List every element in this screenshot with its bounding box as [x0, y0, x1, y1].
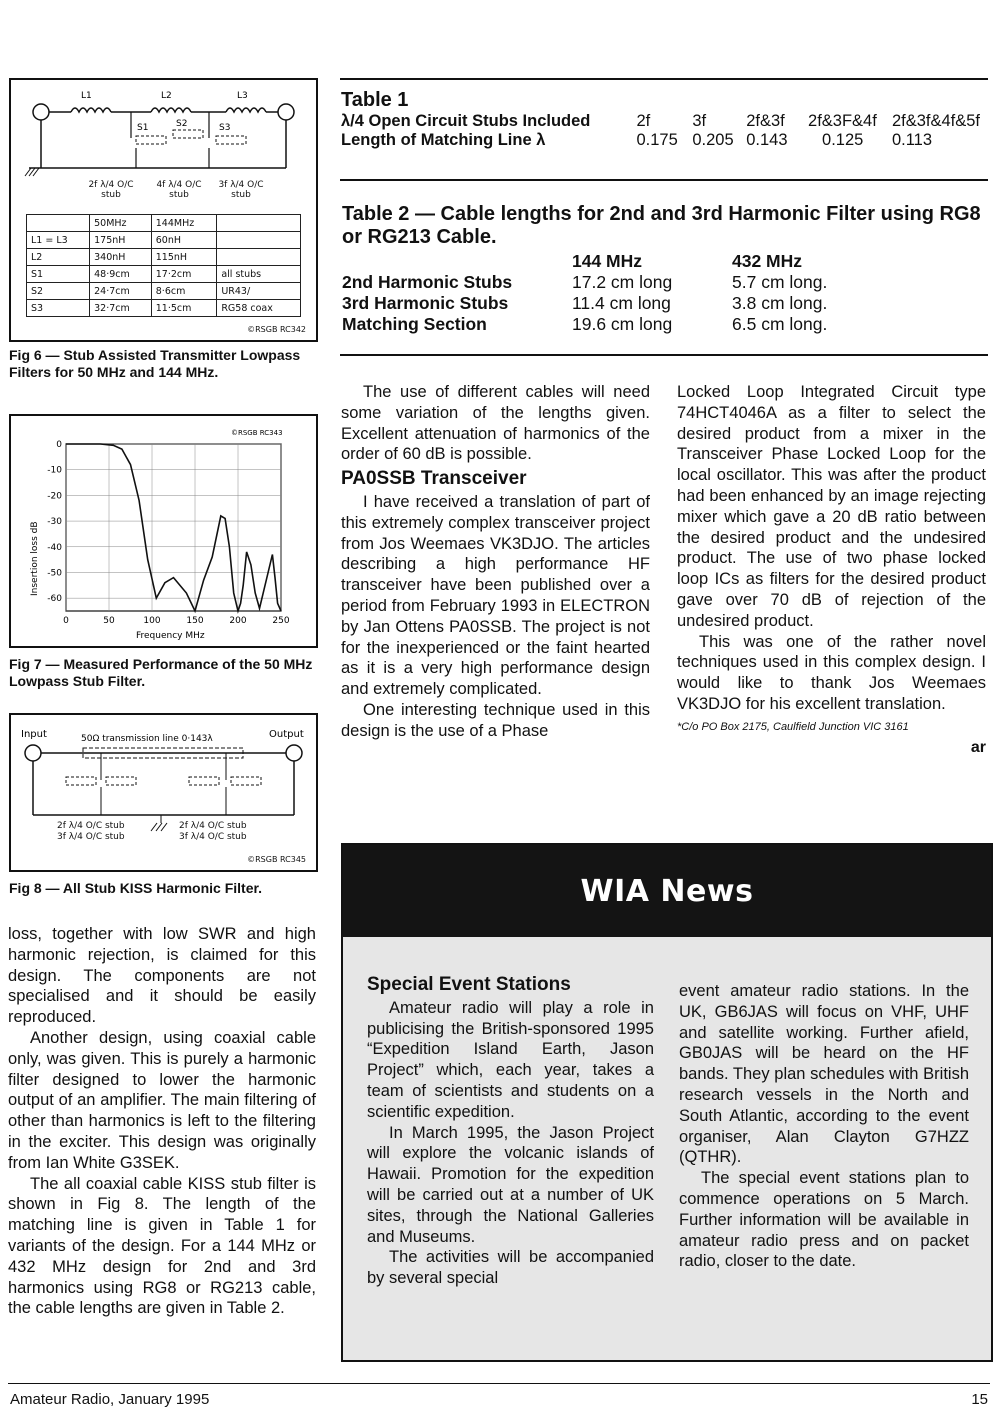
table-cell	[342, 251, 572, 272]
fig6-stub-note-3: 3f λ/4 O/C stub	[218, 180, 264, 200]
fig6-stub-note-1: 2f λ/4 O/C stub	[88, 180, 134, 200]
table-row	[27, 249, 301, 266]
mid-paragraph-1: The use of different cables will need some variation of the lengths given. Excellent attenuation of harmonics of the order of 60 dB is possible.	[341, 383, 650, 464]
y-tick-label: -30	[47, 517, 62, 528]
table-cell: S1	[27, 266, 90, 283]
table-cell: 17.2 cm long	[572, 272, 673, 292]
table-cell: 3rd Harmonic Stubs	[342, 293, 509, 313]
fig8-schematic	[11, 715, 316, 870]
fig8-caption: Fig 8 — All Stub KISS Harmonic Filter.	[9, 880, 263, 896]
table1	[341, 89, 986, 150]
table-cell: 32·7cm	[90, 300, 152, 317]
fig8-copyright: ©RSGB RC345	[247, 855, 306, 864]
table2-bottom-rule	[340, 354, 988, 356]
left-paragraph-3: The all coaxial cable KISS stub filter is shown in Fig 8. The length of the matching line is given in Table 1 for variants of the design. For a 144 MHz or 432 MHz design for 2nd and 3rd harmonics using RG8 or RG213 cable, the cable lengths are given in Table 2.	[8, 1174, 316, 1318]
y-tick-label: -20	[47, 491, 62, 502]
table-cell: UR43/	[217, 283, 301, 300]
table-cell: 48·9cm	[90, 266, 152, 283]
wia-news-title: WIA News	[580, 873, 754, 909]
table-cell: 2f&3F&4f	[808, 112, 877, 130]
table1-bottom-rule	[340, 179, 988, 181]
fig6-l2-label: L2	[161, 91, 172, 101]
fig7-ylabel: Insertion loss dB	[30, 521, 40, 596]
table1-row1-label: λ/4 Open Circuit Stubs Included	[341, 112, 591, 130]
fig8-input-label: Input	[21, 729, 47, 740]
fig6-stub-note-2: 4f λ/4 O/C stub	[156, 180, 202, 200]
right-column-text	[677, 382, 986, 758]
wia-col2-paragraph-2: The special event stations plan to commence operations on 5 March. Further information will be available in amateur radio press and on packet radio, closer to the date.	[679, 1169, 969, 1271]
table-cell: Matching Section	[342, 314, 487, 334]
x-tick-label: 100	[143, 616, 161, 626]
table-cell: 340nH	[90, 249, 152, 266]
table-cell: 17·2cm	[151, 266, 217, 283]
table-cell: 175nH	[90, 232, 152, 249]
fig6-s3-label: S3	[219, 123, 231, 133]
table-cell: 11·5cm	[151, 300, 217, 317]
table-cell: 24·7cm	[90, 283, 152, 300]
table-cell: L2	[27, 249, 90, 266]
special-event-heading: Special Event Stations	[367, 974, 571, 995]
table2-col-header-144: 144 MHz	[572, 251, 643, 271]
fig7-caption: Fig 7 — Measured Performance of the 50 MHz Lowpass Stub Filter.	[9, 656, 313, 689]
footer-publication: Amateur Radio, January 1995	[10, 1391, 210, 1408]
right-paragraph-1: Locked Loop Integrated Circuit type 74HCT4046A as a filter to select the desired product from a mixer in the Transceiver Phase Locked Loop for the local oscillator. This was after the product had been enhanced by an image rejecting mixer which gave a 20 dB ratio between the desired product and the undesired product. The use of two phase locked loop ICs as filters for the desired product gave over 70 dB of rejection of the undesired product.	[677, 383, 986, 630]
table-row	[27, 266, 301, 283]
mid-paragraph-2: I have received a translation of part of this extremely complex transceiver project from Jos Weemaes VK3DJO. The articles describing a high performance HF transceiver have been published over a period from February 1993 in ELECTRON by Jan Ottens PA0SSB. The project is not for the inexperienced or the faint hearted as it is a very high performance design and extremely complicated.	[341, 492, 650, 699]
table-row	[342, 314, 827, 335]
table2-col-header-432: 432 MHz	[732, 251, 803, 271]
fig8-box	[9, 713, 318, 872]
table-row	[27, 283, 301, 300]
table2	[342, 203, 987, 335]
table-header: 144MHz	[151, 215, 217, 232]
table-cell: 2f&3f&4f&5f	[891, 112, 980, 130]
footer-page-number: 15	[971, 1391, 988, 1408]
table-cell: 0.205	[692, 131, 734, 149]
table2-title: Table 2 — Cable lengths for 2nd and 3rd Harmonic Filter using RG8 or RG213 Cable.	[342, 203, 981, 248]
fig6-copyright: ©RSGB RC342	[247, 325, 306, 334]
table-cell: RG58 coax	[217, 300, 301, 317]
pa0ssb-heading: PA0SSB Transceiver	[341, 468, 527, 490]
fig8-right-stub-2: 3f λ/4 O/C stub	[179, 832, 247, 842]
table-cell: S2	[27, 283, 90, 300]
fig8-line-label: 50Ω transmission line 0·143λ	[81, 734, 213, 744]
table-cell: 2f&3f	[746, 112, 785, 130]
fig6-box	[9, 78, 318, 342]
table-cell: 2f	[636, 112, 651, 130]
y-tick-label: 0	[56, 440, 62, 450]
middle-column-text	[341, 382, 650, 742]
wia-col2-paragraph-1: event amateur radio stations. In the UK, GB6JAS will focus on VHF, UHF and satellite working. Further afield, GB0JAS will be heard on the HF bands. They plan schedules with British research vessels in the North and South Atlantic, according to the event organiser, Alan Clayton G7HZZ (QTHR).	[679, 982, 969, 1167]
table1-grid	[341, 112, 986, 150]
fig6-component-table	[26, 214, 301, 317]
table-cell: 115nH	[151, 249, 217, 266]
fig6-s2-label: S2	[176, 119, 188, 129]
top-rule	[340, 78, 988, 80]
left-paragraph-1: loss, together with low SWR and high harmonic rejection, is claimed for this design. The components are not specialised and it should be easily reproduced.	[8, 925, 316, 1027]
table-row	[341, 131, 986, 150]
table-cell: 2nd Harmonic Stubs	[342, 272, 513, 292]
table-row	[342, 272, 827, 293]
table1-title: Table 1	[341, 89, 409, 111]
left-paragraph-2: Another design, using coaxial cable only, was given. This is purely a harmonic filter designed to lower the harmonic output of an amplifier. The main filtering of other than harmonics is left to the filtering in the exciter. This design was originally from Ian White G3SEK.	[8, 1028, 316, 1172]
table-row	[27, 232, 301, 249]
table1-row2-label: Length of Matching Line λ	[341, 131, 546, 149]
table-header	[217, 215, 301, 232]
x-tick-label: 0	[63, 616, 69, 626]
wia-news-box	[341, 843, 993, 1362]
y-tick-label: -60	[47, 594, 62, 605]
table2-grid	[342, 251, 827, 335]
fig7-xlabel: Frequency MHz	[136, 631, 205, 641]
fig6-caption: Fig 6 — Stub Assisted Transmitter Lowpass Filters for 50 MHz and 144 MHz.	[9, 347, 301, 380]
x-tick-label: 150	[186, 616, 204, 626]
table-cell: S3	[27, 300, 90, 317]
table-row	[27, 300, 301, 317]
fig7-copyright: ©RSGB RC343	[231, 429, 283, 437]
table-row	[342, 293, 827, 314]
right-paragraph-2: This was one of the rather novel techniques used in this complex design. I would like to thank Jos Weemaes VK3DJO for his excellent translation.	[677, 632, 986, 713]
y-tick-label: -10	[47, 465, 62, 476]
table-cell: 19.6 cm long	[572, 314, 673, 334]
footer-rule	[8, 1383, 990, 1384]
wia-col1-paragraph-2: In March 1995, the Jason Project will explore the volcanic islands of Hawaii. Promotion for the expedition will be carried out at a number of UK sites, through the National Galleries and Museums.	[367, 1123, 654, 1246]
table-cell: 60nH	[151, 232, 217, 249]
wia-col1-paragraph-1: Amateur radio will play a role in publicising the British-sponsored 1995 “Expedition Island Earth, Jason Project” which, each year, takes a team of scientists and students on a scientific expedition.	[367, 998, 654, 1121]
table-cell	[217, 232, 301, 249]
y-tick-label: -40	[47, 542, 62, 553]
table-cell: 6.5 cm long.	[732, 314, 828, 334]
fig8-right-stub-1: 2f λ/4 O/C stub	[179, 821, 247, 831]
x-tick-label: 250	[272, 616, 290, 626]
x-tick-label: 200	[229, 616, 247, 626]
table-row	[27, 215, 301, 232]
fig8-output-label: Output	[269, 729, 304, 740]
end-mark: ar	[970, 738, 986, 756]
table-cell	[217, 249, 301, 266]
fig7-box	[9, 414, 318, 648]
table-cell: 0.113	[891, 131, 933, 149]
fig6-l1-label: L1	[81, 91, 92, 101]
table-cell: 8·6cm	[151, 283, 217, 300]
fig6-s1-label: S1	[137, 123, 149, 133]
wia-column-2	[679, 981, 969, 1272]
fig8-left-stub-1: 2f λ/4 O/C stub	[57, 821, 125, 831]
table-cell: 0.125	[822, 131, 864, 149]
table-cell: 3f	[692, 112, 707, 130]
wia-news-banner	[343, 845, 991, 937]
mid-paragraph-3: One interesting technique used in this design is the use of a Phase	[341, 700, 650, 740]
table-cell: 0.143	[746, 131, 788, 149]
fig8-left-stub-2: 3f λ/4 O/C stub	[57, 832, 125, 842]
table-row	[342, 251, 827, 272]
author-address: *C/o PO Box 2175, Caulfield Junction VIC 3161	[677, 720, 909, 733]
table-header: 50MHz	[90, 215, 152, 232]
table-header	[27, 215, 90, 232]
fig7-chart	[11, 416, 316, 646]
wia-col1-paragraph-3: The activities will be accompanied by several special	[367, 1248, 654, 1288]
y-tick-label: -50	[47, 568, 62, 579]
table-cell: 0.175	[636, 131, 678, 149]
wia-column-1	[367, 975, 654, 1289]
fig6-l3-label: L3	[237, 91, 248, 101]
table-cell: 3.8 cm long.	[732, 293, 828, 313]
chart-series-insertion-loss	[66, 444, 281, 611]
chart-frame	[66, 444, 281, 611]
table-cell: 11.4 cm long	[572, 293, 671, 313]
table-cell: 5.7 cm long.	[732, 272, 828, 292]
x-tick-label: 50	[103, 616, 115, 626]
left-column-text	[8, 924, 316, 1319]
table-cell: L1 = L3	[27, 232, 90, 249]
table-row	[341, 112, 986, 131]
table-cell: all stubs	[217, 266, 301, 283]
